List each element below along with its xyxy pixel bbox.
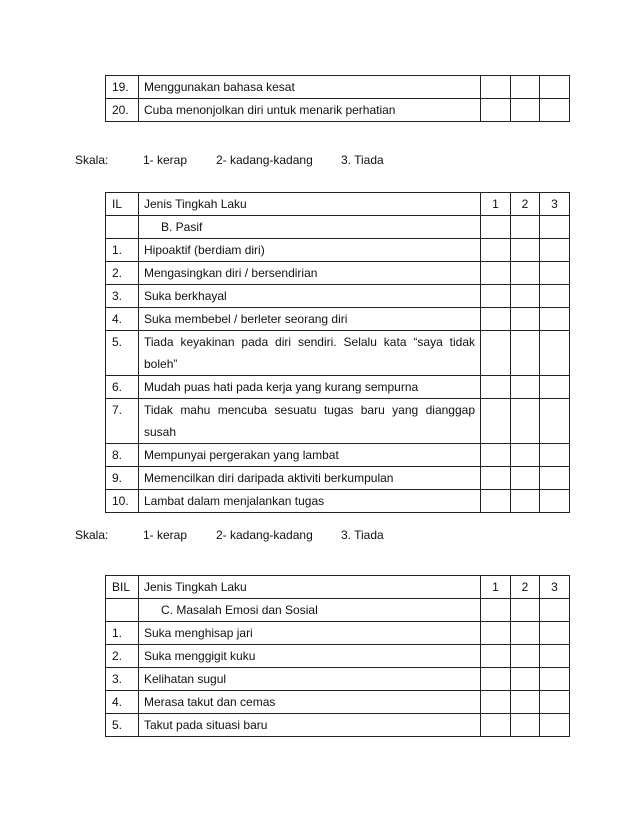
row-number: 19. bbox=[106, 76, 139, 99]
row-behaviour: Tiada keyakinan pada diri sendiri. Selalu kata “saya tidak boleh” bbox=[139, 331, 481, 376]
rating-cell-3[interactable] bbox=[540, 645, 570, 668]
row-behaviour: Merasa takut dan cemas bbox=[139, 691, 481, 714]
table-row bbox=[106, 239, 570, 262]
rating-cell-2 bbox=[511, 599, 540, 622]
row-number: 5. bbox=[106, 331, 139, 376]
rating-cell-1[interactable] bbox=[481, 714, 511, 737]
rating-cell-2[interactable] bbox=[511, 645, 540, 668]
row-behaviour: Memencilkan diri daripada aktiviti berkumpulan bbox=[139, 467, 481, 490]
row-number: 3. bbox=[106, 285, 139, 308]
row-number: 7. bbox=[106, 399, 139, 444]
rating-cell-1[interactable] bbox=[481, 262, 511, 285]
rating-cell-1[interactable] bbox=[481, 376, 511, 399]
header-rating-3: 3 bbox=[540, 193, 570, 216]
table-row bbox=[106, 376, 570, 399]
scale-option-3: 3. Tiada bbox=[341, 528, 384, 542]
empty-cell bbox=[106, 599, 139, 622]
scale-option-2: 2- kadang-kadang bbox=[216, 153, 313, 167]
table-row bbox=[106, 467, 570, 490]
rating-cell-3[interactable] bbox=[540, 331, 570, 376]
rating-cell-1[interactable] bbox=[481, 645, 511, 668]
row-behaviour: Cuba menonjolkan diri untuk menarik perhatian bbox=[139, 99, 481, 122]
rating-cell-2[interactable] bbox=[511, 376, 540, 399]
row-number: 5. bbox=[106, 714, 139, 737]
scale-option-3: 3. Tiada bbox=[341, 153, 384, 167]
rating-cell-2[interactable] bbox=[511, 239, 540, 262]
rating-cell-1[interactable] bbox=[481, 331, 511, 376]
rating-cell-2[interactable] bbox=[511, 490, 540, 513]
row-number: 6. bbox=[106, 376, 139, 399]
rating-cell-3[interactable] bbox=[540, 308, 570, 331]
rating-cell-3[interactable] bbox=[540, 691, 570, 714]
row-behaviour: Suka menggigit kuku bbox=[139, 645, 481, 668]
row-behaviour: Mempunyai pergerakan yang lambat bbox=[139, 444, 481, 467]
row-number: 20. bbox=[106, 99, 139, 122]
rating-cell-3[interactable] bbox=[540, 285, 570, 308]
rating-cell-1[interactable] bbox=[481, 691, 511, 714]
header-number: IL bbox=[106, 193, 139, 216]
row-number: 4. bbox=[106, 308, 139, 331]
section-row bbox=[106, 599, 570, 622]
rating-cell-2 bbox=[511, 216, 540, 239]
scale-option-1: 1- kerap bbox=[143, 153, 188, 167]
rating-cell-3[interactable] bbox=[540, 239, 570, 262]
rating-cell-3[interactable] bbox=[540, 376, 570, 399]
rating-cell-2[interactable] bbox=[511, 285, 540, 308]
rating-cell-2[interactable] bbox=[511, 99, 540, 122]
row-behaviour: Kelihatan sugul bbox=[139, 668, 481, 691]
rating-cell-1[interactable] bbox=[481, 467, 511, 490]
table-row bbox=[106, 490, 570, 513]
scale-legend bbox=[75, 526, 435, 544]
rating-cell-2[interactable] bbox=[511, 444, 540, 467]
table-row bbox=[106, 99, 570, 122]
rating-cell-3[interactable] bbox=[540, 668, 570, 691]
scale-label: Skala: bbox=[75, 528, 109, 542]
table-header-row bbox=[106, 193, 570, 216]
rating-cell-2[interactable] bbox=[511, 308, 540, 331]
row-behaviour: Suka berkhayal bbox=[139, 285, 481, 308]
header-rating-3: 3 bbox=[540, 576, 570, 599]
rating-cell-2[interactable] bbox=[511, 714, 540, 737]
behaviour-table-emosi-sosial bbox=[105, 575, 570, 737]
empty-cell bbox=[106, 216, 139, 239]
scale-legend bbox=[75, 151, 435, 169]
section-title: B. Pasif bbox=[139, 216, 481, 239]
row-behaviour: Mudah puas hati pada kerja yang kurang sempurna bbox=[139, 376, 481, 399]
header-rating-1: 1 bbox=[481, 193, 511, 216]
table-row bbox=[106, 444, 570, 467]
table-row bbox=[106, 76, 570, 99]
header-behaviour: Jenis Tingkah Laku bbox=[139, 576, 481, 599]
rating-cell-2[interactable] bbox=[511, 668, 540, 691]
row-number: 1. bbox=[106, 622, 139, 645]
row-behaviour: Lambat dalam menjalankan tugas bbox=[139, 490, 481, 513]
rating-cell-2[interactable] bbox=[511, 467, 540, 490]
row-number: 2. bbox=[106, 645, 139, 668]
header-rating-2: 2 bbox=[511, 576, 540, 599]
table-row bbox=[106, 308, 570, 331]
rating-cell-1[interactable] bbox=[481, 444, 511, 467]
row-behaviour: Takut pada situasi baru bbox=[139, 714, 481, 737]
rating-cell-3[interactable] bbox=[540, 714, 570, 737]
scale-label: Skala: bbox=[75, 153, 109, 167]
table-row bbox=[106, 285, 570, 308]
scale-option-2: 2- kadang-kadang bbox=[216, 528, 313, 542]
behaviour-table-pasif bbox=[105, 192, 570, 513]
table-header-row bbox=[106, 576, 570, 599]
rating-cell-1[interactable] bbox=[481, 622, 511, 645]
row-number: 9. bbox=[106, 467, 139, 490]
rating-cell-3 bbox=[540, 216, 570, 239]
rating-cell-1[interactable] bbox=[481, 490, 511, 513]
rating-cell-3 bbox=[540, 599, 570, 622]
row-behaviour: Tidak mahu mencuba sesuatu tugas baru yang dianggap susah bbox=[139, 399, 481, 444]
row-number: 3. bbox=[106, 668, 139, 691]
behaviour-table-top bbox=[105, 75, 570, 122]
scale-option-1: 1- kerap bbox=[143, 528, 188, 542]
row-behaviour: Mengasingkan diri / bersendirian bbox=[139, 262, 481, 285]
rating-cell-1[interactable] bbox=[481, 76, 511, 99]
table-row bbox=[106, 668, 570, 691]
rating-cell-3[interactable] bbox=[540, 399, 570, 444]
rating-cell-2[interactable] bbox=[511, 262, 540, 285]
rating-cell-1[interactable] bbox=[481, 668, 511, 691]
rating-cell-2[interactable] bbox=[511, 399, 540, 444]
table-row bbox=[106, 331, 570, 376]
rating-cell-3[interactable] bbox=[540, 467, 570, 490]
section-row bbox=[106, 216, 570, 239]
table-row bbox=[106, 714, 570, 737]
header-behaviour: Jenis Tingkah Laku bbox=[139, 193, 481, 216]
rating-cell-1 bbox=[481, 216, 511, 239]
table-row bbox=[106, 645, 570, 668]
row-number: 1. bbox=[106, 239, 139, 262]
row-number: 2. bbox=[106, 262, 139, 285]
rating-cell-1[interactable] bbox=[481, 285, 511, 308]
row-behaviour: Suka menghisap jari bbox=[139, 622, 481, 645]
rating-cell-1[interactable] bbox=[481, 239, 511, 262]
rating-cell-2[interactable] bbox=[511, 622, 540, 645]
row-behaviour: Hipoaktif (berdiam diri) bbox=[139, 239, 481, 262]
header-number: BIL bbox=[106, 576, 139, 599]
rating-cell-3[interactable] bbox=[540, 76, 570, 99]
rating-cell-3[interactable] bbox=[540, 99, 570, 122]
row-behaviour: Suka membebel / berleter seorang diri bbox=[139, 308, 481, 331]
row-number: 4. bbox=[106, 691, 139, 714]
row-number: 8. bbox=[106, 444, 139, 467]
rating-cell-1 bbox=[481, 599, 511, 622]
table-row bbox=[106, 399, 570, 444]
rating-cell-1[interactable] bbox=[481, 308, 511, 331]
table-row bbox=[106, 622, 570, 645]
rating-cell-3[interactable] bbox=[540, 262, 570, 285]
rating-cell-3[interactable] bbox=[540, 444, 570, 467]
rating-cell-1[interactable] bbox=[481, 99, 511, 122]
header-rating-2: 2 bbox=[511, 193, 540, 216]
row-behaviour: Menggunakan bahasa kesat bbox=[139, 76, 481, 99]
header-rating-1: 1 bbox=[481, 576, 511, 599]
rating-cell-2[interactable] bbox=[511, 331, 540, 376]
section-title: C. Masalah Emosi dan Sosial bbox=[139, 599, 481, 622]
rating-cell-2[interactable] bbox=[511, 76, 540, 99]
table-row bbox=[106, 691, 570, 714]
rating-cell-3[interactable] bbox=[540, 490, 570, 513]
rating-cell-2[interactable] bbox=[511, 691, 540, 714]
rating-cell-3[interactable] bbox=[540, 622, 570, 645]
rating-cell-1[interactable] bbox=[481, 399, 511, 444]
row-number: 10. bbox=[106, 490, 139, 513]
table-row bbox=[106, 262, 570, 285]
